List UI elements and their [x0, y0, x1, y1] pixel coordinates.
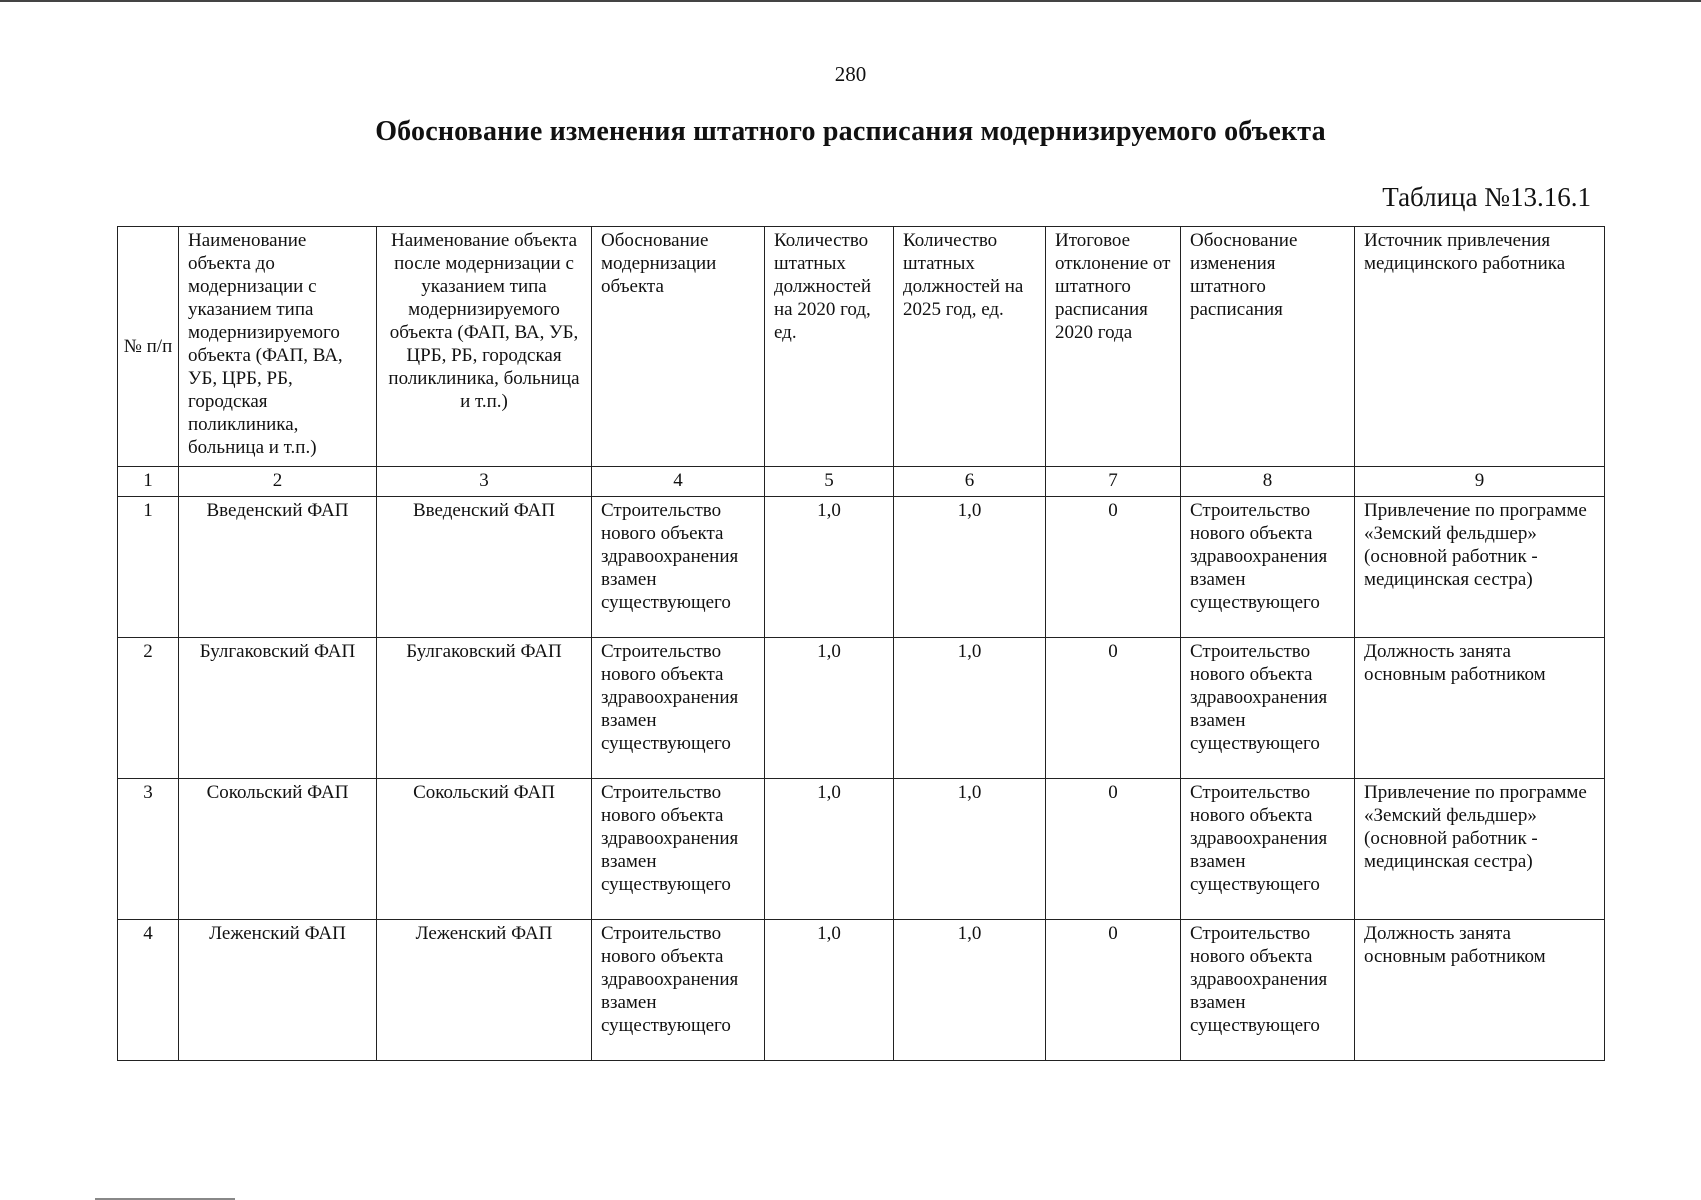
column-number-row	[118, 467, 1605, 497]
page-number: 280	[834, 62, 867, 86]
column-number: 5	[765, 467, 894, 497]
change-reason: Строительство нового объекта здравоохранения взамен существующего	[1181, 497, 1355, 638]
header-cell-staff-2025: Количество штатных должностей на 2025 год, ед.	[894, 227, 1046, 467]
object-after: Сокольский ФАП	[377, 779, 592, 920]
row-number: 4	[118, 920, 179, 1061]
header-cell-deviation: Итоговое отклонение от штатного расписания 2020 года	[1046, 227, 1181, 467]
deviation: 0	[1046, 779, 1181, 920]
staff-2020: 1,0	[765, 920, 894, 1061]
worker-source: Должность занята основным работником	[1355, 920, 1605, 1061]
object-after: Булгаковский ФАП	[377, 638, 592, 779]
table-row	[118, 638, 1605, 779]
column-number: 7	[1046, 467, 1181, 497]
staff-2025: 1,0	[894, 920, 1046, 1061]
staff-2025: 1,0	[894, 497, 1046, 638]
staff-2020: 1,0	[765, 497, 894, 638]
object-after: Леженский ФАП	[377, 920, 592, 1061]
modernization-reason: Строительство нового объекта здравоохранения взамен существующего	[592, 920, 765, 1061]
staff-2020: 1,0	[765, 779, 894, 920]
staffing-table	[117, 226, 1605, 1061]
modernization-reason: Строительство нового объекта здравоохранения взамен существующего	[592, 497, 765, 638]
table-row	[118, 497, 1605, 638]
column-number: 8	[1181, 467, 1355, 497]
object-before: Леженский ФАП	[179, 920, 377, 1061]
staff-2025: 1,0	[894, 779, 1046, 920]
staff-2025: 1,0	[894, 638, 1046, 779]
object-before: Сокольский ФАП	[179, 779, 377, 920]
worker-source: Привлечение по программе «Земский фельдшер» (основной работник - медицинская сестра)	[1355, 779, 1605, 920]
change-reason: Строительство нового объекта здравоохранения взамен существующего	[1181, 638, 1355, 779]
deviation: 0	[1046, 638, 1181, 779]
top-edge-rule	[0, 0, 1701, 2]
header-cell-staff-2020: Количество штатных должностей на 2020 год, ед.	[765, 227, 894, 467]
column-number: 4	[592, 467, 765, 497]
header-cell-change-reason: Обоснование изменения штатного расписания	[1181, 227, 1355, 467]
table-row	[118, 779, 1605, 920]
column-number: 6	[894, 467, 1046, 497]
header-cell-source: Источник привлечения медицинского работника	[1355, 227, 1605, 467]
worker-source: Должность занята основным работником	[1355, 638, 1605, 779]
deviation: 0	[1046, 920, 1181, 1061]
column-number: 3	[377, 467, 592, 497]
object-before: Булгаковский ФАП	[179, 638, 377, 779]
document-title: Обоснование изменения штатного расписания модернизируемого объекта	[375, 116, 1326, 147]
deviation: 0	[1046, 497, 1181, 638]
worker-source: Привлечение по программе «Земский фельдшер» (основной работник - медицинская сестра)	[1355, 497, 1605, 638]
header-row	[118, 227, 1605, 467]
table-label: Таблица №13.16.1	[1382, 182, 1591, 212]
header-cell-num: № п/п	[118, 227, 179, 467]
column-number: 1	[118, 467, 179, 497]
change-reason: Строительство нового объекта здравоохранения взамен существующего	[1181, 779, 1355, 920]
object-after: Введенский ФАП	[377, 497, 592, 638]
header-cell-reason: Обоснование модернизации объекта	[592, 227, 765, 467]
object-before: Введенский ФАП	[179, 497, 377, 638]
table-row	[118, 920, 1605, 1061]
column-number: 9	[1355, 467, 1605, 497]
change-reason: Строительство нового объекта здравоохранения взамен существующего	[1181, 920, 1355, 1061]
modernization-reason: Строительство нового объекта здравоохранения взамен существующего	[592, 638, 765, 779]
header-cell-before: Наименование объекта до модернизации с указанием типа модернизируемого объекта (ФАП, ВА, УБ, ЦРБ, РБ, городская поликлиника, больница и т.п.)	[179, 227, 377, 467]
row-number: 1	[118, 497, 179, 638]
header-cell-after: Наименование объекта после модернизации с указанием типа модернизируемого объекта (ФАП, ВА, УБ, ЦРБ, РБ, городская поликлиника, больница и т.п.)	[377, 227, 592, 467]
column-number: 2	[179, 467, 377, 497]
row-number: 2	[118, 638, 179, 779]
staff-2020: 1,0	[765, 638, 894, 779]
row-number: 3	[118, 779, 179, 920]
modernization-reason: Строительство нового объекта здравоохранения взамен существующего	[592, 779, 765, 920]
